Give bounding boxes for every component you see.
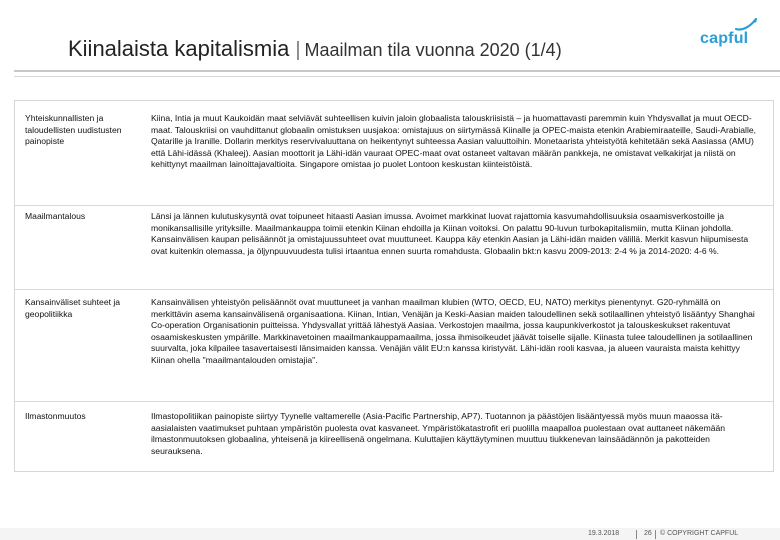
footer-date: 19.3.2018 bbox=[588, 530, 620, 537]
header-rule-thin bbox=[14, 76, 780, 77]
logo-wordmark: capful bbox=[700, 30, 749, 47]
title-subtitle: Maailman tila vuonna 2020 (1/4) bbox=[304, 40, 562, 60]
row-label: Maailmantalous bbox=[25, 211, 86, 221]
page-number: 26 bbox=[644, 530, 652, 537]
capful-logo bbox=[700, 18, 760, 52]
row-label: Ilmastonmuutos bbox=[25, 411, 86, 421]
row-text: Kansainvälisen yhteistyön pelisäännöt ovat muuttuneet ja vanhan maailman klubien (WTO, OECD, EU, NATO) merkitys pienentynyt. G20-ryhmällä on merkittävin asema kansainvälisenä organisaationa. Kiinan, Intian, Venäjän ja Keski-Aasian maiden taloudellinen sekä sotilaallinen yhteistyö lisääntyy Shanghai Co-operation Organisationin puitteissa. Yhdysvallat yrittää lähestyä Aasiaa. Verkostojen maailma, jossa kaupunkiverkostot ja talouskeskukset rakentuvat osaamiskeskusten ympärille. Markkinavetoinen maailmankauppamaailma, jossa ihmisoikeudet jäävät toiselle sijalle. Kiinasta tulee taloudellinen ja sotilaallinen suurvalta, joka kilpailee tasavertaisesti länsimaiden kanssa. Venäjän välit EU:n kanssa kiristyvät. Lähi-idän rooli kasvaa, ja alueen vauraista maista kehittyy Kiinan ohella "maailmantalouden omistajia". bbox=[151, 297, 755, 365]
row-text: Kiina, Intia ja muut Kaukoidän maat selviävät suhteellisen kuivin jaloin globaalista talouskriisistä – ja huomattavasti paremmin kuin Yhdysvallat ja muut OECD-maat. Talouskriisi on vauhdittanut globaalin omistuksen uusjakoa: omistajuus on siirtymässä Kiinalle ja OPEC-maista etenkin Arabiemiraateille, Saudi-Arabialle, Qatarille ja Iranille. Dollarin merkitys reservivaluuttana on heikentynyt suhteessa Aasian valuuttoihin. Monetaarista yhteistyötä kehitetään sekä Aasiassa (AMU) että Lähi-idässä (Khaleej). Aasian moottorit ja Lähi-idän vauraat OPEC-maat ovat ostaneet valtavan määrän pankkeja, ne omistavat velkakirjat ja niistä on kehittynyt maailman lainoittajavaltioita. Singapore omistaa jo puolet Lontoon keskustan kiinteistöistä. bbox=[151, 113, 757, 170]
title-separator: | bbox=[295, 39, 301, 61]
row-text: Ilmastopolitiikan painopiste siirtyy Tyynelle valtamerelle (Asia-Pacific Partnership, AP7). Tuotannon ja päästöjen lisääntyessä myös muun maaossa itä-aasialaisten vaatimukset puhtaan ympäristön puolesta ovat kasvaneet. Ympäristökatastrofit eri puolilla maapalloa puolestaan ovat auttaneet näkemään ilmastonmuutoksen globaalina, yhteisenä ja kiireellisenä ongelmana. Kuluttajien käyttäytyminen muuttuu tiukkenevan lainsäädännön ja pakotteiden seurauksena. bbox=[151, 411, 726, 456]
footer-separator bbox=[655, 530, 656, 539]
row-divider bbox=[15, 401, 773, 402]
row-text: Länsi ja lännen kulutuskysyntä ovat toipuneet hitaasti Aasian imussa. Avoimet markkinat luovat rajattomia kasvumahdollisuuksia osaamisverkostoille ja monikansallisille yrityksille. Maailmankauppa toimii etenkin Kiinan ehdoilla ja Kiinan voitoksi. On palattu 90-luvun turbokapitalismiin, mutta Kiinan johdolla. Kansainvälisen kaupan pelisäännöt ja omistajuussuhteet ovat muuttuneet. Kauppa käy etenkin Aasian ja Lähi-idän maiden välillä. Merkit kasvun hiipumisesta ovat kuitenkin olemassa, ja öljynpuuvuudesta tulisi irtaantua ennen suurta romahdusta. Globaalin bkt:n kasvu 2009-2013: 2-4 % ja 2014-2020: 4-6 %. bbox=[151, 211, 749, 256]
row-divider bbox=[15, 289, 773, 290]
scenario-table bbox=[14, 100, 774, 472]
row-label: Kansainväliset suhteet ja geopolitiikka bbox=[25, 297, 121, 319]
footer-copyright: © COPYRIGHT CAPFUL bbox=[660, 530, 739, 537]
title-main: Kiinalaista kapitalismia bbox=[68, 36, 290, 61]
row-divider bbox=[15, 205, 773, 206]
header-rule bbox=[14, 70, 780, 72]
page-title bbox=[68, 36, 562, 62]
footer-separator bbox=[636, 530, 637, 539]
row-label: Yhteiskunnallisten ja taloudellisten uudistusten painopiste bbox=[25, 113, 122, 147]
